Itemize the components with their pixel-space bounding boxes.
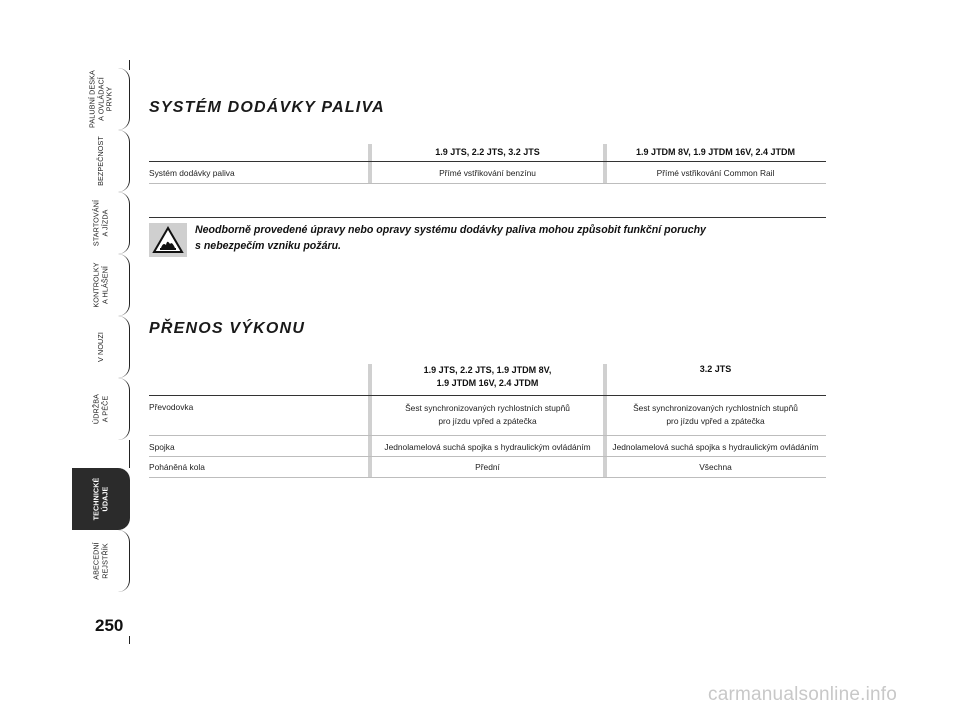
transmission-table bbox=[149, 360, 826, 482]
watermark: carmanualsonline.info bbox=[708, 684, 898, 705]
nav-top-rule bbox=[129, 60, 130, 70]
section-title-fuel: SYSTÉM DODÁVKY PALIVA bbox=[149, 99, 385, 116]
cell-line: Šest synchronizovaných rychlostních stupňů bbox=[405, 403, 570, 413]
table-cell: Jednolamelová suchá spojka s hydraulickým ovládáním bbox=[612, 442, 819, 452]
row-label: Spojka bbox=[149, 442, 175, 452]
warning-line: s nebezpečím vzniku požáru. bbox=[195, 240, 341, 252]
row-label: Poháněná kola bbox=[149, 462, 205, 472]
tab-startovani[interactable] bbox=[72, 192, 130, 254]
cell-line: Šest synchronizovaných rychlostních stupňů bbox=[633, 403, 798, 413]
table-cell bbox=[370, 402, 605, 428]
tab-label: KONTROLKY A HLÁŠENÍ bbox=[91, 262, 109, 308]
tab-palubni-deska[interactable] bbox=[72, 68, 130, 130]
header-cell: 1.9 JTS, 2.2 JTS, 3.2 JTS bbox=[435, 147, 540, 157]
table-cell: Přímé vstřikování benzínu bbox=[439, 168, 536, 178]
warning-line: Neodborně provedené úpravy nebo opravy systému dodávky paliva mohou způsobit funkční poruchy bbox=[195, 224, 706, 236]
fuel-table bbox=[149, 140, 826, 186]
table-row bbox=[149, 162, 826, 184]
table-cell bbox=[605, 402, 826, 428]
tab-label: BEZPEČNOST bbox=[95, 136, 105, 186]
cell-line: pro jízdu vpřed a zpátečka bbox=[666, 416, 765, 426]
table-row bbox=[149, 396, 826, 436]
tab-label: V NOUZI bbox=[95, 332, 105, 362]
warning-fire-icon bbox=[149, 223, 187, 257]
table-row bbox=[149, 436, 826, 457]
header-cell: 3.2 JTS bbox=[699, 364, 732, 374]
table-cell: Jednolamelová suchá spojka s hydraulickým ovládáním bbox=[384, 442, 591, 452]
table-cell: Všechna bbox=[699, 462, 732, 472]
tab-udrzba[interactable] bbox=[72, 378, 130, 440]
table-header-row bbox=[149, 140, 826, 162]
cell-line: pro jízdu vpřed a zpátečka bbox=[438, 416, 537, 426]
tab-label: TECHNICKÉ ÚDAJE bbox=[91, 477, 109, 521]
page-rule bbox=[129, 636, 130, 644]
header-cell: 1.9 JTDM 8V, 1.9 JTDM 16V, 2.4 JTDM bbox=[636, 147, 795, 157]
tab-abecedni-rejstrik[interactable] bbox=[72, 530, 130, 592]
header-line: 1.9 JTS, 2.2 JTS, 1.9 JTDM 8V, bbox=[423, 365, 552, 375]
page-number: 250 bbox=[95, 616, 124, 635]
table-row bbox=[149, 457, 826, 478]
nav-gap-rule bbox=[129, 440, 130, 468]
header-line: 1.9 JTDM 16V, 2.4 JTDM bbox=[436, 378, 539, 388]
tab-bezpecnost[interactable] bbox=[72, 130, 130, 192]
warning-text bbox=[195, 222, 827, 254]
table-cell: Přímé vstřikování Common Rail bbox=[656, 168, 775, 178]
tab-kontrolky[interactable] bbox=[72, 254, 130, 316]
header-cell bbox=[370, 364, 605, 390]
row-label: Převodovka bbox=[149, 402, 194, 412]
tab-label: PALUBNÍ DESKA A OVLÁDACÍ PRVKY bbox=[86, 70, 113, 128]
section-title-transmission: PŘENOS VÝKONU bbox=[149, 320, 306, 337]
warning-box bbox=[149, 217, 826, 257]
tab-label: ABECEDNÍ REJSTŘÍK bbox=[91, 542, 109, 580]
table-header-row bbox=[149, 360, 826, 396]
table-cell: Přední bbox=[475, 462, 500, 472]
tab-label: STARTOVÁNÍ A JÍZDA bbox=[91, 199, 109, 247]
row-label: Systém dodávky paliva bbox=[149, 168, 235, 178]
tab-label: ÚDRŽBA A PÉČE bbox=[91, 393, 109, 425]
tab-technicke-udaje[interactable] bbox=[72, 468, 130, 530]
tab-v-nouzi[interactable] bbox=[72, 316, 130, 378]
